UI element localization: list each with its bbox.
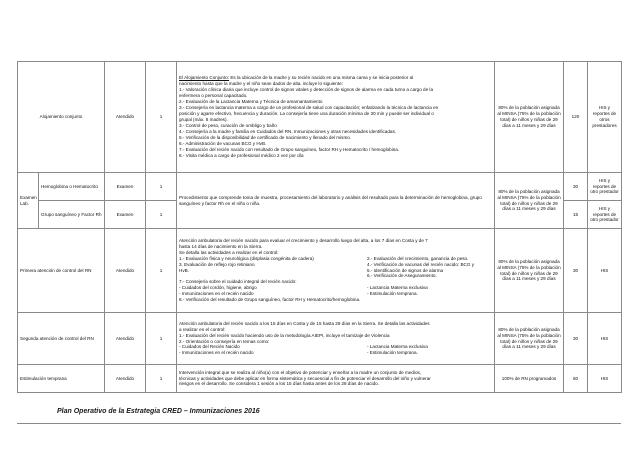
source-cell: HIS y reportes de otro prestador	[588, 173, 622, 201]
footer-divider	[17, 423, 621, 424]
description-line: Atención ambulatoria del recién nacido a los 15 días en Costa y de 15 hasta 28 días en la Sierra. Se detalla las actividades	[179, 320, 430, 326]
description-line: grupal (máx. 8 madres).	[179, 117, 228, 122]
row-alojamiento-conjunto	[18, 62, 622, 173]
subactivity-cell: Hemoglobina o Hematocrito	[39, 173, 105, 201]
description-line: 3.- Control de peso, curación de ombligo y baño	[179, 122, 277, 128]
description-line: Se detalla las actividades a realizar en el control:	[179, 249, 279, 255]
activity-cell: Segunda atención de control del RN	[18, 313, 105, 365]
pair-right: 2.- Evaluación del crecimiento, ganancia de peso.	[367, 255, 469, 261]
count-cell: 1	[146, 173, 177, 201]
method-cell: Examen	[105, 173, 146, 201]
pair-left: HvB.	[179, 267, 189, 273]
description-line: 8.- Verificación del resultado de Grupo sanguíneo, factor RH y Hematocrito/hemoglobina.	[179, 297, 361, 303]
pair-right: - Lactancia Materna exclusiva	[367, 285, 428, 291]
count-cell: 1	[146, 365, 177, 393]
method-cell: Atendido	[105, 365, 146, 393]
method-cell: Examen	[105, 201, 146, 229]
pair-right: 6.- Verificación de Aseguramiento.	[367, 273, 437, 279]
pair-right: 4.- Verificación de vacunas del recién nacido: BCG y	[367, 261, 474, 267]
source-cell: HIS	[588, 365, 622, 393]
description-line: técnicas y actividades que debe aplicar en forma sistemática y secuencial a fin de potenciar el desarrollo del niño y vulnerar	[179, 375, 431, 381]
description-line: 3.- Consejería en lactancia materna a cargo de un profesional de salud con capacitación; enfatizando la técnica de lactancia en	[179, 105, 439, 111]
description-line: nacimiento hasta que la madre y el niño sean dados de alta, incluye lo siguiente:	[179, 81, 343, 87]
pair-right: - Estimulación temprana.	[367, 291, 418, 297]
description-line: Atención ambulatoria del recién nacido para evaluar el crecimiento y desarrollo luego del alta, a los 7 días en Costa y de 7	[179, 237, 428, 243]
population-cell: 80% de la población asignada al MINSA (75% de la población total) de niños y niñas de 29 días a 11 meses y 29 días	[495, 229, 564, 313]
pair-right: 5.- Identificación de signos de alarma	[367, 267, 444, 273]
pair-left: 7.- Consejería sobre el cuidado integral del recién nacido:	[179, 279, 297, 285]
goal-cell: 30	[564, 313, 588, 365]
population-cell: 80% de la población asignada al MINSA (75% de la población total) de niños y niñas de 29 días a 11 meses y 29 días	[495, 62, 564, 173]
description-line: 2.- Orientación o consejería en temas como:	[179, 338, 270, 344]
goal-cell: 30	[564, 173, 588, 201]
count-cell: 1	[146, 201, 177, 229]
goal-cell: 120	[564, 62, 588, 173]
population-cell: 80% de la población asignada al MINSA (75% de la población total) de niños y niñas de 29 días a 11 meses y 29 días	[495, 313, 564, 365]
description-line: 4.- Consejería a la madre y familia en Cuidados del RN, Inmunizaciones y otras necesidades identificadas.	[179, 128, 397, 134]
row-primera-atencion	[18, 229, 622, 313]
row-examen-hemoglobina	[18, 173, 622, 201]
activity-cell: Alojamiento conjunto	[18, 62, 105, 173]
goal-cell: 60	[564, 365, 588, 393]
description-title: El Alojamiento Conjunto:	[179, 75, 230, 81]
goal-cell: 15	[564, 201, 588, 229]
plan-table	[17, 61, 622, 393]
description-pair	[179, 350, 492, 356]
pair-right: - Lactancia Materna exclusiva	[367, 344, 428, 350]
description-cell	[177, 365, 495, 393]
description-line: posición y agarre efectivo, frecuencia y duración. La consejería tiene una duración mínima de 30 min y puede ser individual o	[179, 111, 434, 117]
description-cell	[177, 62, 495, 173]
source-cell: HIS y reportes de otros prestadores	[588, 62, 622, 173]
description-line: 6.- Administración de vacunas BCG y HvB.	[179, 140, 267, 146]
description-line: 8.- Visita médica a cargo de profesional médico 2 vez por día	[179, 152, 304, 158]
population-cell: 80% de la población asignada al MINSA (75% de la población total) de niños y niñas de 29 días a 11 meses y 29 días	[495, 173, 564, 229]
method-cell: Atendido	[105, 62, 146, 173]
description-line: 7.- Evaluación del recién nacido con resultado de Grupo sanguíneo, factor RH y Hematocrito / hemoglobina.	[179, 146, 400, 152]
count-cell: 1	[146, 313, 177, 365]
source-cell: HIS	[588, 313, 622, 365]
pair-right: - Estimulación temprana.	[367, 350, 418, 356]
subactivity-cell: Grupo sanguíneo y Factor Rh	[39, 201, 105, 229]
row-segunda-atencion	[18, 313, 622, 365]
description-line: hasta 14 días de nacimiento en la Sierra.	[179, 243, 263, 249]
pair-left: - Cuidados del Recién Nacido	[179, 344, 240, 350]
activity-cell: Primera atención de control del RN	[18, 229, 105, 313]
description-line: Intervención integral que se realiza al niño(a) con el objetivo de potenciar y enseñar a la madre un conjunto de medios,	[179, 369, 422, 375]
count-cell: 1	[146, 62, 177, 173]
description-cell	[177, 229, 495, 313]
description-line: enfermera o personal capacitado.	[179, 93, 248, 99]
description-cell	[177, 313, 495, 365]
footer-title: Plan Operativo de la Estrategia CRED – Inmunizaciones 2016	[57, 408, 260, 415]
description-cell: Procedimiento que comprende toma de muestra, procesamiento del laboratorio y análisis del resultado para la determinación de hemoglobina, grupo sanguíneo y factor Rh en el niño o niña.	[177, 173, 495, 229]
goal-cell: 30	[564, 229, 588, 313]
row-estimulacion-temprana	[18, 365, 622, 393]
description-line: riesgos en el desarrollo. Se considera 1 sesión a los 15 días hasta antes de los 28 días de nacido.	[179, 381, 379, 387]
activity-cell: Examen Lab.	[18, 173, 39, 229]
activity-cell: Estimulación temprana	[18, 365, 105, 393]
description-line: 1.- Valoración clínica diaria que incluye control de signos vitales y detección de signos de alarma en cada turno a cargo de la	[179, 87, 433, 93]
method-cell: Atendido	[105, 229, 146, 313]
description-line: 2.- Evaluación de la Lactancia Materna y Técnica de amamantamiento	[179, 99, 323, 105]
source-cell: HIS	[588, 229, 622, 313]
pair-left: - Inmunizaciones en el recién nacido	[179, 350, 254, 356]
method-cell: Atendido	[105, 313, 146, 365]
description-line: 5.- Verificación de la disponibilidad de certificado de nacimiento y llenado del mismo.	[179, 134, 352, 140]
pair-left: - Cuidados del cordón, higiene, abrigo	[179, 285, 257, 291]
pair-left: 1.- Evaluación física y neurológica (displasia congénita de cadera)	[179, 255, 314, 261]
pair-left: 3. Evaluación de reflejo rojo retiniano	[179, 261, 255, 267]
population-cell: 100% de RN programados	[495, 365, 564, 393]
description-line: a realizar en el control:	[179, 326, 226, 332]
description-line: Es la ubicación de la madre y su recién nacido en una misma cama y se inicia posterior al	[229, 75, 414, 81]
pair-left: - Inmunizaciones en el recién nacido	[179, 291, 254, 297]
source-cell: HIS y reportes de otro prestador	[588, 201, 622, 229]
description-line: 1.- Evaluación del recién nacido haciendo uso de la metodología AIEPI, incluye el tamizaje de Violencia	[179, 332, 390, 338]
count-cell: 1	[146, 229, 177, 313]
